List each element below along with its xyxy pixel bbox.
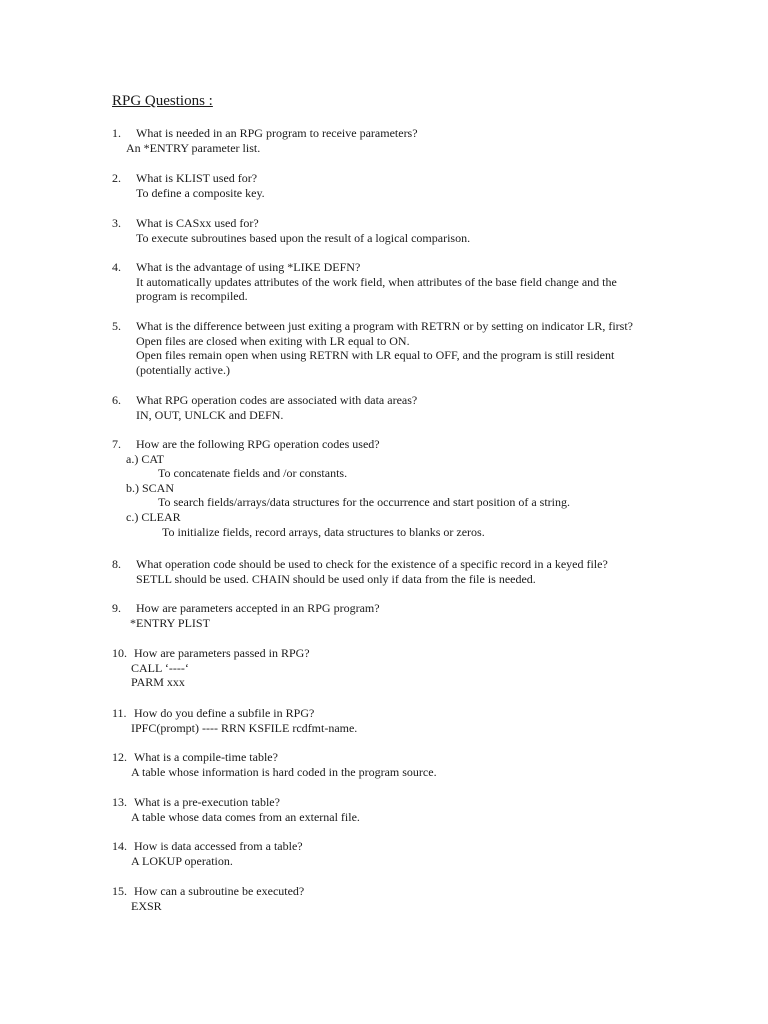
answer-text: program is recompiled. bbox=[136, 289, 248, 304]
question-number: 3. bbox=[112, 216, 121, 230]
question-text: What is the difference between just exiting a program with RETRN or by setting on indicator LR, first? bbox=[136, 319, 633, 333]
answer-text: EXSR bbox=[131, 898, 162, 913]
answer-text: A table whose data comes from an external file. bbox=[131, 809, 360, 824]
answer-text: A table whose information is hard coded in the program source. bbox=[131, 764, 437, 779]
answer-text: To define a composite key. bbox=[136, 185, 265, 200]
question-text: How are the following RPG operation codes used? bbox=[136, 437, 380, 451]
answer-text: IPFC(prompt) ---- RRN KSFILE rcdfmt-name. bbox=[131, 720, 358, 735]
question-text: What is the advantage of using *LIKE DEFN? bbox=[136, 260, 361, 274]
question-number: 14. bbox=[112, 839, 127, 853]
answer-text: To execute subroutines based upon the result of a logical comparison. bbox=[136, 230, 471, 245]
question-text: What is KLIST used for? bbox=[136, 171, 258, 185]
question-number: 15. bbox=[112, 884, 127, 898]
answer-text: Open files are closed when exiting with LR equal to ON. bbox=[136, 333, 410, 348]
answer-text: It automatically updates attributes of the work field, when attributes of the base field change and the bbox=[136, 274, 617, 289]
answer-text: *ENTRY PLIST bbox=[130, 615, 210, 630]
question-text: What is CASxx used for? bbox=[136, 216, 259, 230]
question-number: 1. bbox=[112, 126, 121, 140]
question-text: What is a compile-time table? bbox=[134, 750, 278, 764]
question-text: What RPG operation codes are associated with data areas? bbox=[136, 393, 418, 407]
answer-text: Open files remain open when using RETRN with LR equal to OFF, and the program is still resident bbox=[136, 348, 615, 363]
answer-text: An *ENTRY parameter list. bbox=[126, 140, 261, 155]
question-text: How are parameters accepted in an RPG program? bbox=[136, 601, 380, 615]
question-number: 2. bbox=[112, 171, 121, 185]
question-number: 4. bbox=[112, 260, 121, 274]
question-text: How are parameters passed in RPG? bbox=[134, 646, 310, 660]
question-number: 13. bbox=[112, 795, 127, 809]
question-text: How can a subroutine be executed? bbox=[134, 884, 305, 898]
question-number: 5. bbox=[112, 319, 121, 333]
question-text: What operation code should be used to check for the existence of a specific record in a keyed file? bbox=[136, 557, 608, 571]
question-text: How do you define a subfile in RPG? bbox=[134, 706, 315, 720]
question-text: What is needed in an RPG program to receive parameters? bbox=[136, 126, 418, 140]
sub-question-label: a.) CAT bbox=[126, 451, 164, 466]
answer-text: (potentially active.) bbox=[136, 362, 230, 377]
question-number: 6. bbox=[112, 393, 121, 407]
answer-text: IN, OUT, UNLCK and DEFN. bbox=[136, 407, 284, 422]
page-title: RPG Questions : bbox=[112, 93, 213, 109]
question-number: 8. bbox=[112, 557, 121, 571]
answer-text: PARM xxx bbox=[131, 675, 185, 690]
answer-text: To initialize fields, record arrays, data structures to blanks or zeros. bbox=[162, 524, 485, 539]
answer-text: To concatenate fields and /or constants. bbox=[158, 466, 348, 481]
answer-text: CALL ‘----‘ bbox=[131, 660, 189, 675]
question-number: 11. bbox=[112, 706, 127, 720]
question-text: What is a pre-execution table? bbox=[134, 795, 280, 809]
question-number: 9. bbox=[112, 601, 121, 615]
question-number: 10. bbox=[112, 646, 127, 660]
sub-question-label: c.) CLEAR bbox=[126, 510, 181, 524]
answer-text: A LOKUP operation. bbox=[131, 853, 233, 868]
answer-text: SETLL should be used. CHAIN should be used only if data from the file is needed. bbox=[136, 571, 536, 586]
answer-text: To search fields/arrays/data structures for the occurrence and start position of a string. bbox=[158, 495, 571, 510]
question-number: 12. bbox=[112, 750, 127, 764]
question-number: 7. bbox=[112, 437, 121, 451]
question-text: How is data accessed from a table? bbox=[134, 839, 303, 853]
sub-question-label: b.) SCAN bbox=[126, 480, 175, 495]
